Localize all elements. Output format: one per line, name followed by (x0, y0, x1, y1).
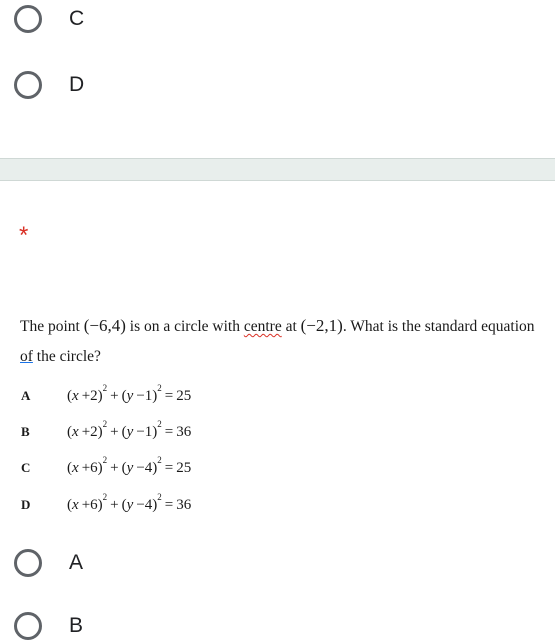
question-text (20, 311, 550, 372)
point-coordinates: (−6,4) (83, 316, 126, 335)
answer-choice-a (21, 383, 192, 405)
spellcheck-word: centre (243, 318, 282, 335)
question-text-part: The point (20, 318, 84, 335)
question-text-part: is on a circle with (125, 318, 244, 335)
choice-letter: A (21, 387, 31, 403)
radio-button[interactable] (14, 71, 42, 99)
radio-option-label: B (69, 614, 84, 637)
question-text-part: at (281, 318, 301, 335)
radio-option-d[interactable] (14, 71, 84, 99)
choice-letter: C (21, 459, 31, 475)
choice-letter: B (21, 423, 30, 439)
choice-equation: $(x +6)^2 + (y -4)^2 = 25$ (67, 455, 192, 476)
answer-choice-d (21, 492, 192, 514)
answer-choice-c (21, 455, 192, 477)
radio-option-label: A (69, 551, 84, 574)
radio-option-a[interactable] (14, 549, 83, 577)
radio-button[interactable] (14, 612, 42, 640)
centre-coordinates: (−2,1) (300, 316, 343, 335)
section-divider (0, 158, 555, 181)
radio-button[interactable] (14, 5, 42, 33)
radio-option-label: C (69, 7, 85, 30)
radio-option-c[interactable] (14, 5, 84, 33)
required-mark: * (19, 222, 29, 249)
question-text-part: . What is the standard equation (342, 318, 535, 335)
answer-choice-b (21, 419, 192, 441)
choice-equation: $(x +6)^2 + (y -4)^2 = 36$ (67, 492, 192, 513)
choice-equation: $(x +2)^2 + (y -1)^2 = 25$ (67, 383, 192, 404)
choice-equation: $(x +2)^2 + (y -1)^2 = 36$ (67, 419, 192, 440)
grammar-word: of (20, 348, 33, 365)
choice-letter: D (21, 496, 31, 512)
radio-button[interactable] (14, 549, 42, 577)
radio-option-label: D (69, 73, 85, 96)
radio-option-b[interactable] (14, 612, 83, 640)
question-text-part: the circle? (32, 348, 101, 365)
